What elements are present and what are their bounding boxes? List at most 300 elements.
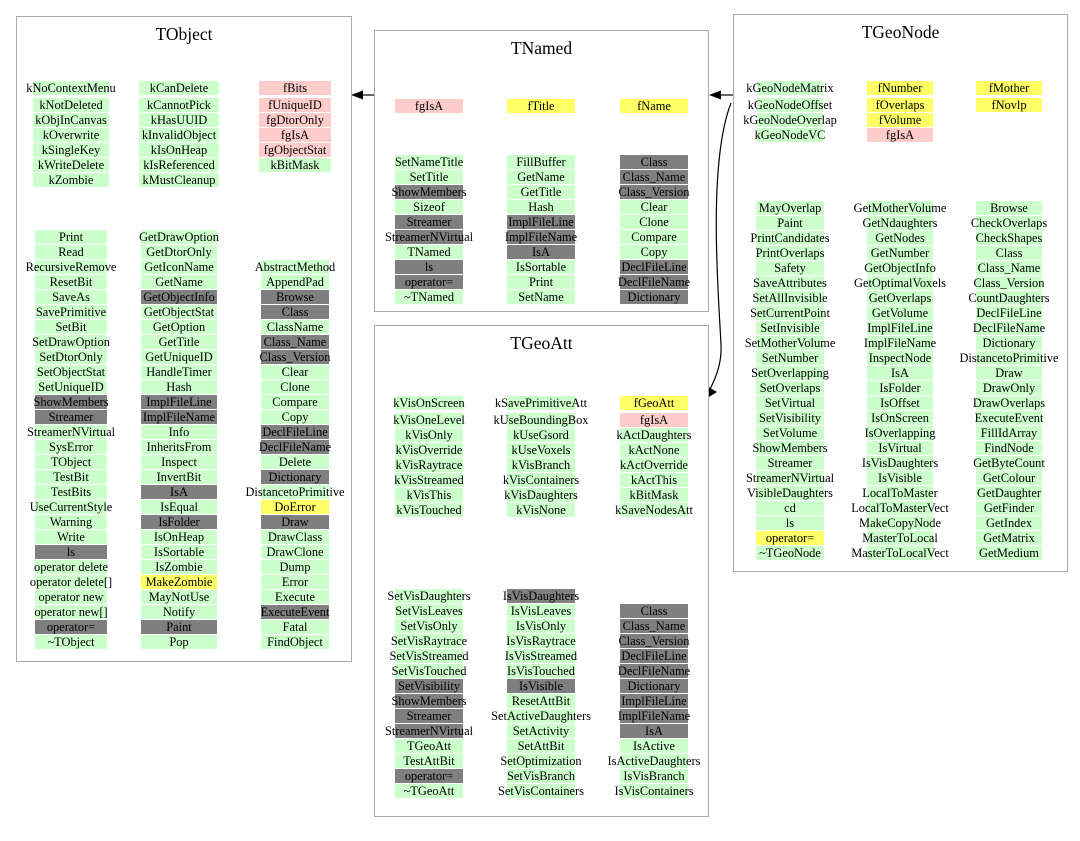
cell-label: ImplFileName	[617, 708, 691, 723]
method-cell[interactable]	[487, 603, 595, 618]
method-cell[interactable]	[736, 515, 844, 530]
method-cell[interactable]	[487, 633, 595, 648]
member-cell[interactable]	[241, 142, 349, 157]
method-cell[interactable]	[846, 320, 954, 335]
member-cell[interactable]	[17, 112, 125, 127]
method-cell[interactable]	[375, 259, 483, 274]
cell-label: ls	[35, 545, 107, 559]
cell-label: Print	[35, 230, 107, 244]
method-cell[interactable]	[846, 200, 954, 215]
member-cell[interactable]	[487, 412, 595, 427]
method-cell[interactable]	[125, 349, 233, 364]
method-cell[interactable]	[955, 530, 1063, 545]
member-cell[interactable]	[600, 427, 708, 442]
method-cell[interactable]	[600, 289, 708, 304]
method-cell[interactable]	[241, 304, 349, 319]
method-cell[interactable]	[17, 499, 125, 514]
method-cell[interactable]	[846, 230, 954, 245]
method-cell[interactable]	[487, 214, 595, 229]
method-cell[interactable]	[241, 544, 349, 559]
method-cell[interactable]	[736, 500, 844, 515]
method-cell[interactable]	[846, 425, 954, 440]
method-cell[interactable]	[955, 350, 1063, 365]
method-cell[interactable]	[955, 515, 1063, 530]
method-cell[interactable]	[846, 335, 954, 350]
method-cell[interactable]	[487, 648, 595, 663]
method-cell[interactable]	[487, 184, 595, 199]
method-cell[interactable]	[17, 334, 125, 349]
member-cell[interactable]	[600, 412, 708, 427]
method-cell[interactable]	[600, 693, 708, 708]
method-cell[interactable]	[125, 484, 233, 499]
method-cell[interactable]	[125, 604, 233, 619]
method-cell[interactable]	[955, 410, 1063, 425]
cell-label: RecursiveRemove	[25, 259, 117, 274]
method-cell[interactable]	[846, 380, 954, 395]
member-cell[interactable]	[955, 97, 1063, 112]
member-cell[interactable]	[487, 98, 595, 113]
method-cell[interactable]	[955, 320, 1063, 335]
method-cell[interactable]	[375, 289, 483, 304]
member-cell[interactable]	[600, 457, 708, 472]
method-cell[interactable]	[125, 364, 233, 379]
member-cell[interactable]	[955, 80, 1063, 95]
method-cell[interactable]	[17, 424, 125, 439]
method-cell[interactable]	[241, 379, 349, 394]
member-cell[interactable]	[375, 487, 483, 502]
method-cell[interactable]	[955, 245, 1063, 260]
method-cell[interactable]	[17, 514, 125, 529]
member-cell[interactable]	[487, 472, 595, 487]
method-cell[interactable]	[846, 515, 954, 530]
method-cell[interactable]	[241, 484, 349, 499]
method-cell[interactable]	[736, 215, 844, 230]
method-cell[interactable]	[17, 349, 125, 364]
method-cell[interactable]	[17, 394, 125, 409]
method-cell[interactable]	[241, 259, 349, 274]
method-cell[interactable]	[600, 184, 708, 199]
method-cell[interactable]	[241, 559, 349, 574]
member-cell[interactable]	[846, 127, 954, 142]
member-cell[interactable]	[241, 97, 349, 112]
method-cell[interactable]	[955, 200, 1063, 215]
method-cell[interactable]	[241, 619, 349, 634]
method-cell[interactable]	[17, 244, 125, 259]
method-cell[interactable]	[125, 634, 233, 649]
method-cell[interactable]	[955, 305, 1063, 320]
method-cell[interactable]	[17, 274, 125, 289]
method-cell[interactable]	[125, 619, 233, 634]
member-cell[interactable]	[125, 97, 233, 112]
method-cell[interactable]	[736, 200, 844, 215]
method-cell[interactable]	[125, 379, 233, 394]
method-cell[interactable]	[736, 365, 844, 380]
method-cell[interactable]	[241, 574, 349, 589]
method-cell[interactable]	[736, 440, 844, 455]
member-cell[interactable]	[487, 442, 595, 457]
method-cell[interactable]	[736, 455, 844, 470]
member-cell[interactable]	[125, 112, 233, 127]
method-cell[interactable]	[241, 394, 349, 409]
method-cell[interactable]	[955, 395, 1063, 410]
method-cell[interactable]	[125, 469, 233, 484]
method-cell[interactable]	[375, 723, 483, 738]
method-cell[interactable]	[125, 244, 233, 259]
member-cell[interactable]	[375, 457, 483, 472]
method-cell[interactable]	[600, 753, 708, 768]
method-cell[interactable]	[125, 514, 233, 529]
method-cell[interactable]	[955, 380, 1063, 395]
method-cell[interactable]	[125, 274, 233, 289]
method-cell[interactable]	[125, 454, 233, 469]
member-cell[interactable]	[241, 112, 349, 127]
method-cell[interactable]	[955, 260, 1063, 275]
method-cell[interactable]	[17, 529, 125, 544]
method-cell[interactable]	[600, 618, 708, 633]
method-cell[interactable]	[955, 365, 1063, 380]
method-cell[interactable]	[125, 439, 233, 454]
method-cell[interactable]	[17, 604, 125, 619]
method-cell[interactable]	[736, 275, 844, 290]
method-cell[interactable]	[375, 603, 483, 618]
method-cell[interactable]	[17, 259, 125, 274]
method-cell[interactable]	[241, 439, 349, 454]
cell-label: IsVisLeaves	[507, 604, 575, 618]
method-cell[interactable]	[487, 738, 595, 753]
member-cell[interactable]	[600, 502, 708, 517]
method-cell[interactable]	[600, 199, 708, 214]
method-cell[interactable]	[241, 334, 349, 349]
member-cell[interactable]	[375, 427, 483, 442]
method-cell[interactable]	[487, 678, 595, 693]
method-cell[interactable]	[600, 169, 708, 184]
method-cell[interactable]	[17, 409, 125, 424]
member-cell[interactable]	[17, 97, 125, 112]
member-cell[interactable]	[125, 142, 233, 157]
method-cell[interactable]	[125, 259, 233, 274]
method-cell[interactable]	[17, 229, 125, 244]
method-cell[interactable]	[846, 455, 954, 470]
method-cell[interactable]	[125, 319, 233, 334]
method-cell[interactable]	[17, 304, 125, 319]
method-cell[interactable]	[125, 289, 233, 304]
method-cell[interactable]	[17, 454, 125, 469]
member-cell[interactable]	[487, 427, 595, 442]
member-cell[interactable]	[241, 157, 349, 172]
member-cell[interactable]	[487, 395, 595, 410]
method-cell[interactable]	[375, 229, 483, 244]
method-cell[interactable]	[736, 410, 844, 425]
method-cell[interactable]	[600, 723, 708, 738]
method-cell[interactable]	[487, 753, 595, 768]
method-cell[interactable]	[600, 154, 708, 169]
method-cell[interactable]	[241, 274, 349, 289]
method-cell[interactable]	[17, 379, 125, 394]
method-cell[interactable]	[125, 499, 233, 514]
method-cell[interactable]	[846, 290, 954, 305]
cell-label: DrawClass	[261, 530, 329, 544]
method-cell[interactable]	[241, 514, 349, 529]
method-cell[interactable]	[846, 485, 954, 500]
method-cell[interactable]	[955, 215, 1063, 230]
method-cell[interactable]	[600, 768, 708, 783]
method-cell[interactable]	[487, 274, 595, 289]
method-cell[interactable]	[736, 320, 844, 335]
method-cell[interactable]	[241, 424, 349, 439]
method-cell[interactable]	[846, 365, 954, 380]
method-cell[interactable]	[736, 260, 844, 275]
method-cell[interactable]	[955, 335, 1063, 350]
method-cell[interactable]	[736, 335, 844, 350]
method-cell[interactable]	[125, 394, 233, 409]
method-cell[interactable]	[375, 214, 483, 229]
member-cell[interactable]	[600, 395, 708, 410]
method-cell[interactable]	[125, 424, 233, 439]
method-cell[interactable]	[736, 530, 844, 545]
method-cell[interactable]	[241, 319, 349, 334]
method-cell[interactable]	[846, 470, 954, 485]
method-cell[interactable]	[736, 380, 844, 395]
method-cell[interactable]	[736, 395, 844, 410]
method-cell[interactable]	[17, 364, 125, 379]
method-cell[interactable]	[241, 634, 349, 649]
member-cell[interactable]	[736, 97, 844, 112]
method-cell[interactable]	[846, 215, 954, 230]
method-cell[interactable]	[487, 768, 595, 783]
method-cell[interactable]	[955, 470, 1063, 485]
method-cell[interactable]	[487, 588, 595, 603]
method-cell[interactable]	[955, 425, 1063, 440]
method-cell[interactable]	[125, 409, 233, 424]
method-cell[interactable]	[375, 633, 483, 648]
method-cell[interactable]	[955, 230, 1063, 245]
cell-label: GetUniqueID	[141, 350, 217, 364]
method-cell[interactable]	[17, 559, 125, 574]
method-cell[interactable]	[600, 708, 708, 723]
method-cell[interactable]	[375, 154, 483, 169]
member-cell[interactable]	[17, 142, 125, 157]
method-cell[interactable]	[487, 618, 595, 633]
method-cell[interactable]	[241, 589, 349, 604]
method-cell[interactable]	[955, 275, 1063, 290]
method-cell[interactable]	[375, 244, 483, 259]
method-cell[interactable]	[17, 319, 125, 334]
method-cell[interactable]	[487, 199, 595, 214]
method-cell[interactable]	[17, 439, 125, 454]
method-cell[interactable]	[600, 738, 708, 753]
method-cell[interactable]	[125, 529, 233, 544]
method-cell[interactable]	[375, 708, 483, 723]
method-cell[interactable]	[736, 290, 844, 305]
method-cell[interactable]	[487, 259, 595, 274]
method-cell[interactable]	[17, 619, 125, 634]
method-cell[interactable]	[17, 574, 125, 589]
method-cell[interactable]	[241, 499, 349, 514]
method-cell[interactable]	[487, 289, 595, 304]
method-cell[interactable]	[846, 275, 954, 290]
method-cell[interactable]	[375, 693, 483, 708]
method-cell[interactable]	[375, 169, 483, 184]
member-cell[interactable]	[375, 395, 483, 410]
method-cell[interactable]	[736, 230, 844, 245]
cell-label: fNovlp	[976, 98, 1042, 112]
member-cell[interactable]	[600, 98, 708, 113]
member-cell[interactable]	[125, 172, 233, 187]
method-cell[interactable]	[375, 274, 483, 289]
method-cell[interactable]	[600, 603, 708, 618]
cell-label: SetVisLeaves	[395, 603, 463, 618]
member-cell[interactable]	[17, 127, 125, 142]
method-cell[interactable]	[125, 334, 233, 349]
member-cell[interactable]	[375, 98, 483, 113]
cell-label: IsVisContainers	[614, 783, 694, 798]
method-cell[interactable]	[375, 648, 483, 663]
method-cell[interactable]	[125, 229, 233, 244]
method-cell[interactable]	[600, 633, 708, 648]
method-cell[interactable]	[375, 783, 483, 798]
method-cell[interactable]	[487, 244, 595, 259]
method-cell[interactable]	[955, 440, 1063, 455]
method-cell[interactable]	[375, 768, 483, 783]
method-cell[interactable]	[375, 199, 483, 214]
member-cell[interactable]	[600, 487, 708, 502]
method-cell[interactable]	[17, 469, 125, 484]
method-cell[interactable]	[600, 229, 708, 244]
member-cell[interactable]	[736, 112, 844, 127]
method-cell[interactable]	[241, 454, 349, 469]
method-cell[interactable]	[600, 678, 708, 693]
method-cell[interactable]	[375, 678, 483, 693]
member-cell[interactable]	[125, 127, 233, 142]
method-cell[interactable]	[375, 738, 483, 753]
method-cell[interactable]	[736, 470, 844, 485]
method-cell[interactable]	[600, 783, 708, 798]
method-cell[interactable]	[487, 723, 595, 738]
method-cell[interactable]	[846, 545, 954, 560]
method-cell[interactable]	[125, 544, 233, 559]
member-cell[interactable]	[487, 502, 595, 517]
method-cell[interactable]	[17, 484, 125, 499]
method-cell[interactable]	[487, 708, 595, 723]
method-cell[interactable]	[600, 274, 708, 289]
member-cell[interactable]	[846, 97, 954, 112]
method-cell[interactable]	[241, 289, 349, 304]
method-cell[interactable]	[125, 304, 233, 319]
method-cell[interactable]	[487, 229, 595, 244]
member-cell[interactable]	[125, 80, 233, 95]
method-cell[interactable]	[487, 693, 595, 708]
member-cell[interactable]	[375, 472, 483, 487]
method-cell[interactable]	[241, 349, 349, 364]
method-cell[interactable]	[846, 530, 954, 545]
member-cell[interactable]	[736, 80, 844, 95]
member-cell[interactable]	[487, 487, 595, 502]
method-cell[interactable]	[846, 440, 954, 455]
method-cell[interactable]	[487, 154, 595, 169]
method-cell[interactable]	[955, 290, 1063, 305]
cell-label: MakeCopyNode	[859, 515, 941, 530]
method-cell[interactable]	[241, 469, 349, 484]
method-cell[interactable]	[846, 305, 954, 320]
cell-label: SetNumber	[756, 351, 824, 365]
method-cell[interactable]	[487, 169, 595, 184]
member-cell[interactable]	[17, 80, 125, 95]
method-cell[interactable]	[846, 410, 954, 425]
method-cell[interactable]	[600, 648, 708, 663]
method-cell[interactable]	[600, 259, 708, 274]
method-cell[interactable]	[600, 214, 708, 229]
method-cell[interactable]	[17, 544, 125, 559]
method-cell[interactable]	[736, 305, 844, 320]
method-cell[interactable]	[125, 589, 233, 604]
member-cell[interactable]	[736, 127, 844, 142]
method-cell[interactable]	[955, 485, 1063, 500]
method-cell[interactable]	[846, 245, 954, 260]
member-cell[interactable]	[375, 412, 483, 427]
method-cell[interactable]	[241, 604, 349, 619]
member-cell[interactable]	[125, 157, 233, 172]
cell-label: SetInvisible	[756, 321, 824, 335]
method-cell[interactable]	[241, 409, 349, 424]
member-cell[interactable]	[846, 112, 954, 127]
method-cell[interactable]	[846, 260, 954, 275]
member-cell[interactable]	[17, 157, 125, 172]
cell-label: kSingleKey	[33, 143, 109, 157]
method-cell[interactable]	[846, 395, 954, 410]
method-cell[interactable]	[487, 783, 595, 798]
member-cell[interactable]	[241, 80, 349, 95]
member-cell[interactable]	[375, 502, 483, 517]
method-cell[interactable]	[125, 574, 233, 589]
member-cell[interactable]	[17, 172, 125, 187]
method-cell[interactable]	[846, 350, 954, 365]
cell-label: kIsOnHeap	[139, 143, 219, 157]
method-cell[interactable]	[17, 289, 125, 304]
method-cell[interactable]	[375, 618, 483, 633]
method-cell[interactable]	[736, 545, 844, 560]
method-cell[interactable]	[375, 753, 483, 768]
member-cell[interactable]	[600, 472, 708, 487]
cell-label: kOverwrite	[33, 128, 109, 142]
cell-label: CheckShapes	[975, 230, 1043, 245]
method-cell[interactable]	[846, 500, 954, 515]
member-column	[17, 80, 125, 187]
method-cell[interactable]	[955, 545, 1063, 560]
method-cell[interactable]	[17, 589, 125, 604]
method-cell[interactable]	[736, 245, 844, 260]
method-cell[interactable]	[241, 529, 349, 544]
method-cell[interactable]	[955, 500, 1063, 515]
method-cell[interactable]	[17, 634, 125, 649]
method-cell[interactable]	[375, 588, 483, 603]
method-cell[interactable]	[600, 663, 708, 678]
method-cell[interactable]	[125, 559, 233, 574]
member-cell[interactable]	[375, 442, 483, 457]
method-cell[interactable]	[736, 485, 844, 500]
method-cell[interactable]	[375, 663, 483, 678]
member-cell[interactable]	[241, 127, 349, 142]
method-cell[interactable]	[736, 350, 844, 365]
method-cell[interactable]	[600, 244, 708, 259]
member-cell[interactable]	[846, 80, 954, 95]
method-cell[interactable]	[955, 455, 1063, 470]
method-cell[interactable]	[736, 425, 844, 440]
member-cell[interactable]	[600, 442, 708, 457]
method-cell[interactable]	[487, 663, 595, 678]
method-cell[interactable]	[241, 364, 349, 379]
method-cell[interactable]	[375, 184, 483, 199]
member-cell[interactable]	[487, 457, 595, 472]
